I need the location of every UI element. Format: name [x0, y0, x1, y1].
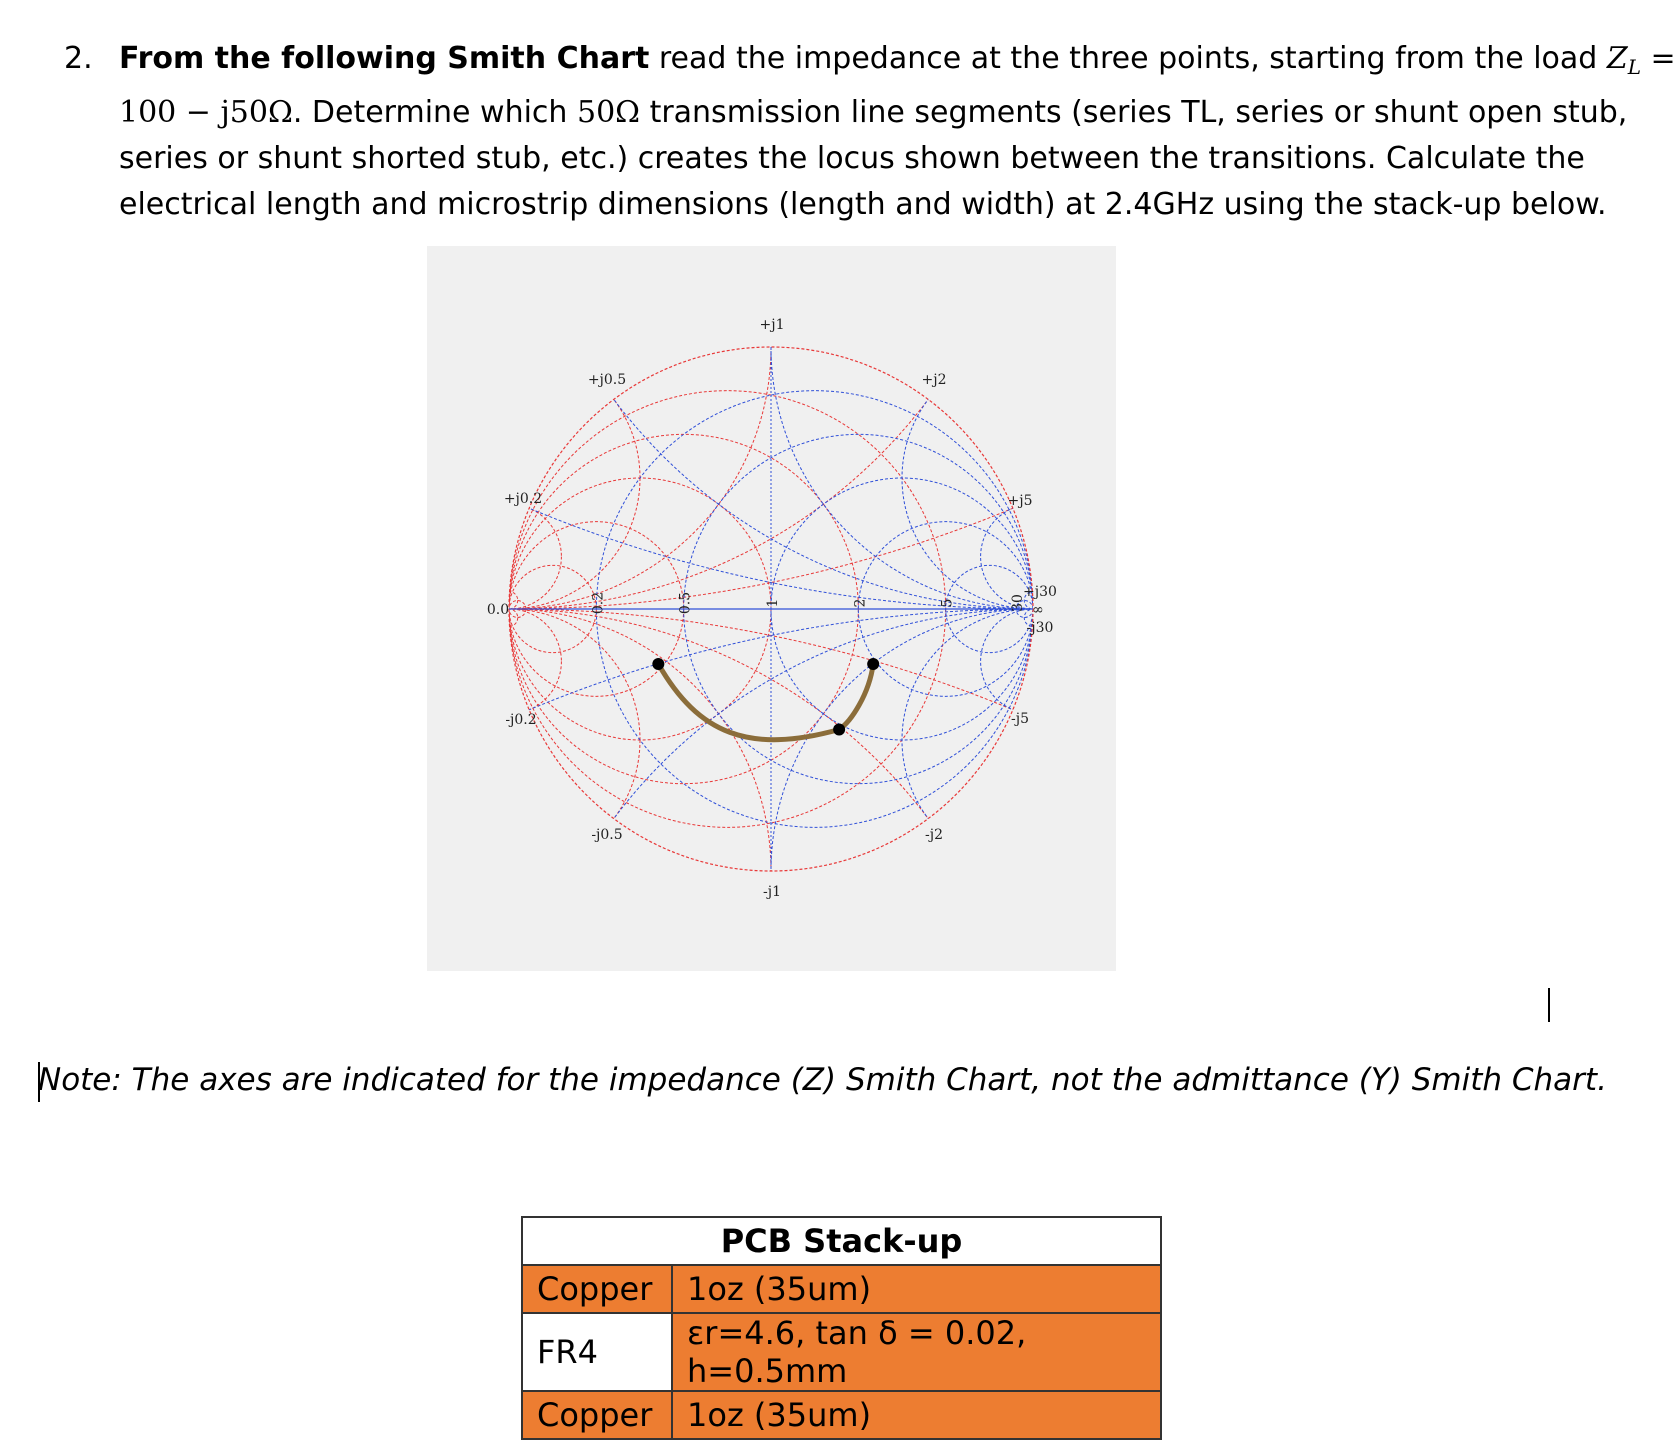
- r-label-2: 1: [765, 598, 781, 608]
- zl-subscript: L: [1627, 55, 1642, 79]
- label-infinity: ∞: [1032, 602, 1044, 618]
- label-mid-lower-left: -j0.2: [505, 712, 537, 728]
- load-impedance: 100 − j50Ω: [119, 95, 293, 130]
- layer-spec: 1oz (35um): [672, 1265, 1161, 1313]
- question-line-2: [119, 90, 1628, 136]
- label-left: 0.0: [486, 602, 510, 618]
- question-number: 2.: [64, 41, 93, 76]
- r-label-1: 0.5: [677, 591, 694, 615]
- line-impedance: 50Ω: [576, 95, 641, 130]
- stackup-row-fr4: [522, 1313, 1161, 1391]
- label-upper-right: +j2: [921, 372, 947, 388]
- question-line2-rest: transmission line segments (series TL, series or shunt open stub,: [640, 95, 1628, 130]
- zl-symbol: Z: [1606, 41, 1628, 76]
- zl-equals: =: [1641, 41, 1676, 76]
- text-cursor: [1548, 988, 1550, 1022]
- note-text: Note: The axes are indicated for the impedance (Z) Smith Chart, not the admittance (Y) Smith Chart.: [38, 1062, 1607, 1098]
- stackup-row-copper-bottom: [522, 1391, 1161, 1439]
- question-line-1: [119, 36, 1676, 90]
- question-body: [119, 36, 1676, 228]
- label-right-lower: -j30: [1026, 620, 1054, 636]
- layer-name: Copper: [522, 1265, 672, 1313]
- label-mid-upper-left: +j0.2: [503, 491, 543, 507]
- label-top: +j1: [759, 317, 785, 333]
- question-line-3: series or shunt shorted stub, etc.) creates the locus shown between the transitions. Calculate the: [119, 141, 1585, 176]
- question-line2-text: . Determine which: [292, 95, 577, 130]
- locus-point-2: [833, 724, 845, 736]
- smith-chart-svg: [427, 246, 1116, 971]
- stackup-table: [521, 1216, 1162, 1440]
- r-label-0: 0.2: [590, 591, 607, 615]
- label-lower-left: -j0.5: [591, 827, 623, 843]
- smith-chart: [427, 246, 1116, 971]
- label-lower-right: -j2: [925, 827, 943, 843]
- locus-point-1: [652, 658, 664, 670]
- stackup-title: PCB Stack-up: [522, 1217, 1161, 1265]
- label-mid-lower-right: -j5: [1011, 711, 1029, 727]
- label-right-upper: +j30: [1023, 584, 1057, 600]
- y-susceptance-arc: [247, 609, 771, 1133]
- label-upper-left: +j0.5: [587, 372, 627, 388]
- label-bottom: -j1: [763, 884, 781, 900]
- r-label-3: 2: [852, 598, 869, 608]
- layer-name: Copper: [522, 1391, 672, 1439]
- label-mid-upper-right: +j5: [1007, 493, 1033, 509]
- z-reactance-arc: [771, 609, 1295, 1133]
- layer-spec: εr=4.6, tan δ = 0.02, h=0.5mm: [672, 1313, 1161, 1391]
- locus-point-3: [867, 658, 879, 670]
- question-line1-rest: read the impedance at the three points, starting from the load: [649, 41, 1607, 76]
- y-susceptance-arc: [457, 504, 562, 609]
- stackup-header-row: [522, 1217, 1161, 1265]
- stackup-row-copper-top: [522, 1265, 1161, 1313]
- r-label-4: 5: [939, 598, 956, 608]
- r-label-5: 30: [1010, 594, 1027, 612]
- question-bold-lead: From the following Smith Chart: [119, 41, 650, 76]
- layer-spec: 1oz (35um): [672, 1391, 1161, 1439]
- question-line-4: electrical length and microstrip dimensions (length and width) at 2.4GHz using the stack-up below.: [119, 187, 1607, 222]
- layer-name: FR4: [522, 1313, 672, 1391]
